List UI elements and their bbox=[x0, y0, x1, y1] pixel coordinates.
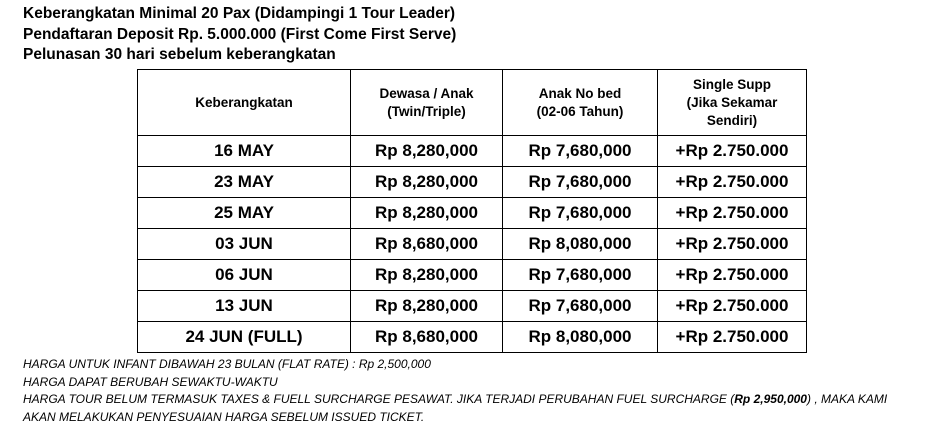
fuel-note-end: ) , MAKA KAMI bbox=[806, 392, 888, 406]
header-child-label: Anak No bed bbox=[538, 85, 622, 101]
single-supp-price: +Rp 2.750.000 bbox=[658, 322, 807, 353]
adult-price: Rp 8,280,000 bbox=[351, 167, 503, 198]
header-adult bbox=[351, 70, 503, 136]
table-row bbox=[138, 229, 807, 260]
header-adult-sub: (Twin/Triple) bbox=[387, 103, 466, 119]
adult-price: Rp 8,280,000 bbox=[351, 291, 503, 322]
departure-date: 06 JUN bbox=[138, 260, 351, 291]
child-price: Rp 8,080,000 bbox=[503, 229, 658, 260]
header-single-supp bbox=[658, 70, 807, 136]
table-row bbox=[138, 322, 807, 353]
departure-date: 25 MAY bbox=[138, 198, 351, 229]
payment-text: Pelunasan 30 hari sebelum keberangkatan bbox=[23, 46, 336, 63]
header-single-sub1: (Jika Sekamar bbox=[686, 94, 778, 110]
departure-date: 03 JUN bbox=[138, 229, 351, 260]
child-price: Rp 7,680,000 bbox=[503, 198, 658, 229]
header-departure-label: Keberangkatan bbox=[195, 94, 293, 110]
adult-price: Rp 8,280,000 bbox=[351, 198, 503, 229]
departure-date: 24 JUN (FULL) bbox=[138, 322, 351, 353]
adult-price: Rp 8,680,000 bbox=[351, 322, 503, 353]
adult-price: Rp 8,280,000 bbox=[351, 136, 503, 167]
single-supp-price: +Rp 2.750.000 bbox=[658, 260, 807, 291]
table-row bbox=[138, 167, 807, 198]
deposit-text: Pendaftaran Deposit Rp. 5.000.000 (First Come First Serve) bbox=[23, 25, 457, 43]
header bbox=[23, 4, 456, 66]
departure-date: 13 JUN bbox=[138, 291, 351, 322]
fuel-surcharge-note bbox=[23, 391, 933, 409]
child-price: Rp 7,680,000 bbox=[503, 260, 658, 291]
single-supp-price: +Rp 2.750.000 bbox=[658, 291, 807, 322]
departure-date: 16 MAY bbox=[138, 136, 351, 167]
child-price: Rp 8,080,000 bbox=[503, 322, 658, 353]
table-header-row bbox=[138, 70, 807, 136]
header-child-sub: (02-06 Tahun) bbox=[536, 103, 624, 119]
price-change-note: HARGA DAPAT BERUBAH SEWAKTU-WAKTU bbox=[23, 374, 278, 389]
departure-date: 23 MAY bbox=[138, 167, 351, 198]
fuel-surcharge-note-cont: AKAN MELAKUKAN PENYESUAIAN HARGA SEBELUM ISSUED TICKET. bbox=[23, 409, 425, 424]
adult-price: Rp 8,680,000 bbox=[351, 229, 503, 260]
header-single-sub2: Sendiri) bbox=[706, 112, 758, 128]
table-row bbox=[138, 260, 807, 291]
table-row bbox=[138, 198, 807, 229]
table-row bbox=[138, 136, 807, 167]
table-row bbox=[138, 291, 807, 322]
infant-price-note: HARGA UNTUK INFANT DIBAWAH 23 BULAN (FLAT RATE) : Rp 2,500,000 bbox=[23, 357, 431, 371]
child-price: Rp 7,680,000 bbox=[503, 136, 658, 167]
fuel-surcharge-amount: Rp 2,950,000 bbox=[734, 392, 807, 406]
single-supp-price: +Rp 2.750.000 bbox=[658, 136, 807, 167]
single-supp-price: +Rp 2.750.000 bbox=[658, 229, 807, 260]
single-supp-price: +Rp 2.750.000 bbox=[658, 198, 807, 229]
price-table bbox=[137, 69, 807, 353]
fuel-note-start: HARGA TOUR BELUM TERMASUK TAXES & FUELL SURCHARGE PESAWAT. JIKA TERJADI PERUBAHAN FUEL SURCHARGE ( bbox=[23, 392, 735, 406]
header-departure bbox=[138, 70, 351, 136]
min-pax-text: Keberangkatan Minimal 20 Pax (Didampingi 1 Tour Leader) bbox=[23, 5, 456, 22]
child-price: Rp 7,680,000 bbox=[503, 291, 658, 322]
header-adult-label: Dewasa / Anak bbox=[379, 85, 474, 101]
header-child-nobed bbox=[503, 70, 658, 136]
adult-price: Rp 8,280,000 bbox=[351, 260, 503, 291]
single-supp-price: +Rp 2.750.000 bbox=[658, 167, 807, 198]
header-single-label: Single Supp bbox=[692, 76, 771, 92]
notes bbox=[23, 356, 933, 426]
child-price: Rp 7,680,000 bbox=[503, 167, 658, 198]
